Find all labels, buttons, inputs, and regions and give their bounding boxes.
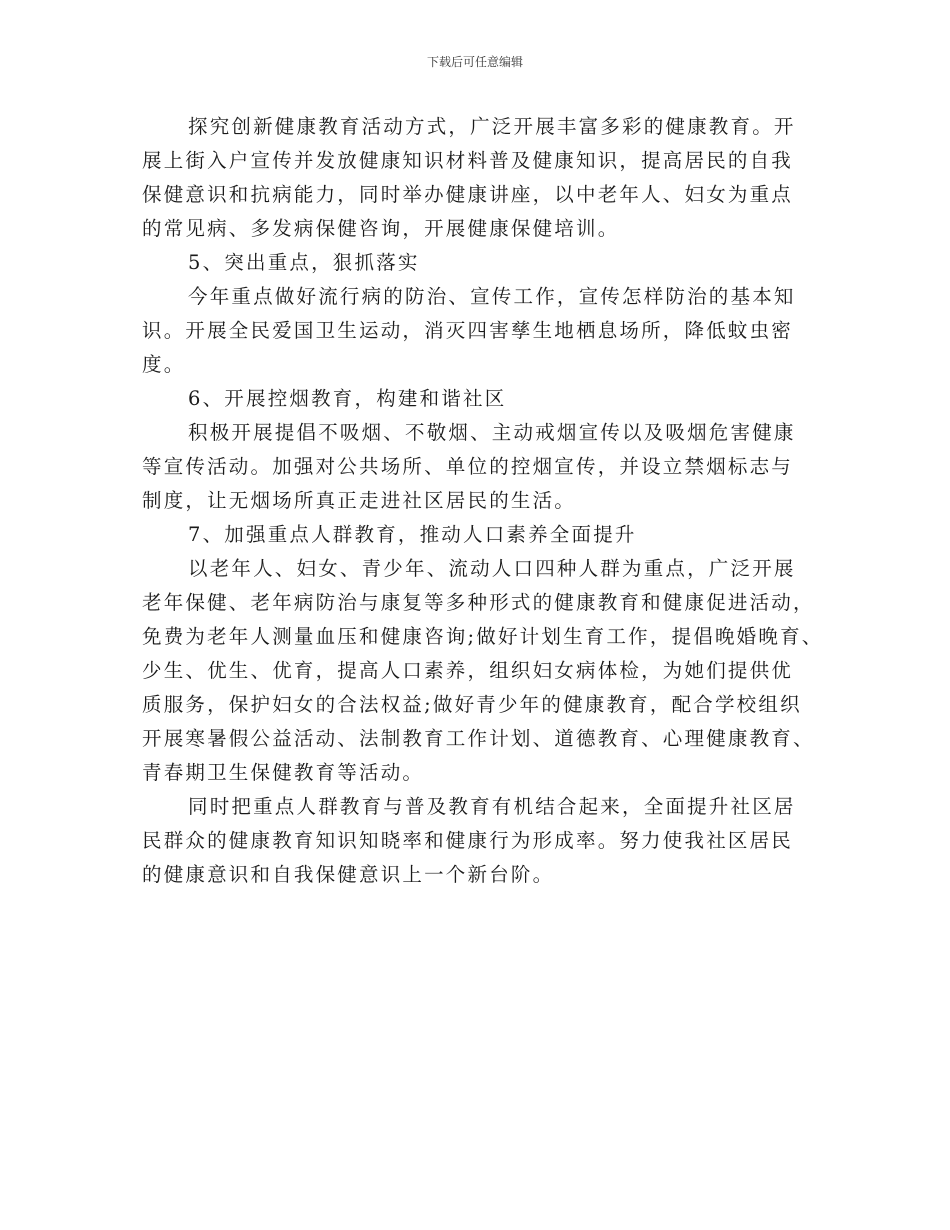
- text-line: 少生、优生、优育，提高人口素养，组织妇女病体检，为她们提供优: [142, 659, 794, 682]
- text-line: 今年重点做好流行病的防治、宣传工作，宣传怎样防治的基本知: [188, 285, 796, 308]
- section-heading-6: 6、开展控烟教育，构建和谐社区: [188, 387, 507, 410]
- text-line: 老年保健、老年病防治与康复等多种形式的健康教育和健康促进活动，: [142, 591, 815, 614]
- text-line: 免费为老年人测量血压和健康咨询;做好计划生育工作，提倡晚婚晚育、: [142, 625, 824, 648]
- text-line: 的健康意识和自我保健意识上一个新台阶。: [142, 863, 555, 886]
- text-line: 保健意识和抗病能力，同时举办健康讲座，以中老年人、妇女为重点: [142, 183, 794, 206]
- text-line: 制度，让无烟场所真正走进社区居民的生活。: [142, 489, 577, 512]
- text-line: 等宣传活动。加强对公共场所、单位的控烟宣传，并设立禁烟标志与: [142, 455, 794, 478]
- text-line: 展上街入户宣传并发放健康知识材料普及健康知识，提高居民的自我: [142, 149, 794, 172]
- text-line: 民群众的健康教育知识知晓率和健康行为形成率。努力使我社区居民: [142, 829, 794, 852]
- text-line: 积极开展提倡不吸烟、不敬烟、主动戒烟宣传以及吸烟危害健康: [188, 421, 796, 444]
- paragraph-key-groups: [142, 552, 824, 790]
- text-line: 识。开展全民爱国卫生运动，消灭四害孳生地栖息场所，降低蚊虫密: [142, 319, 794, 342]
- page-header: 下载后可任意编辑: [426, 55, 523, 69]
- text-line: 同时把重点人群教育与普及教育有机结合起来，全面提升社区居: [188, 795, 796, 818]
- text-line: 度。: [142, 353, 186, 376]
- text-line: 青春期卫生保健教育等活动。: [142, 761, 425, 784]
- text-line: 以老年人、妇女、青少年、流动人口四种人群为重点，广泛开展: [188, 557, 796, 580]
- paragraph-epidemic-prevention: [142, 280, 812, 382]
- document-body: [142, 110, 824, 892]
- section-heading-7: 7、加强重点人群教育，推动人口素养全面提升: [188, 523, 637, 546]
- text-line: 探究创新健康教育活动方式，广泛开展丰富多彩的健康教育。开: [188, 115, 796, 138]
- paragraph-tobacco-control: [142, 416, 812, 518]
- text-line: 开展寒暑假公益活动、法制教育工作计划、道德教育、心理健康教育、: [142, 727, 815, 750]
- text-line: 质服务，保护妇女的合法权益;做好青少年的健康教育，配合学校组织: [142, 693, 802, 716]
- paragraph-health-activities: [142, 110, 812, 246]
- text-line: 的常见病、多发病保健咨询，开展健康保健培训。: [142, 217, 620, 240]
- section-heading-5: 5、突出重点，狠抓落实: [188, 251, 420, 274]
- paragraph-conclusion: [142, 790, 812, 892]
